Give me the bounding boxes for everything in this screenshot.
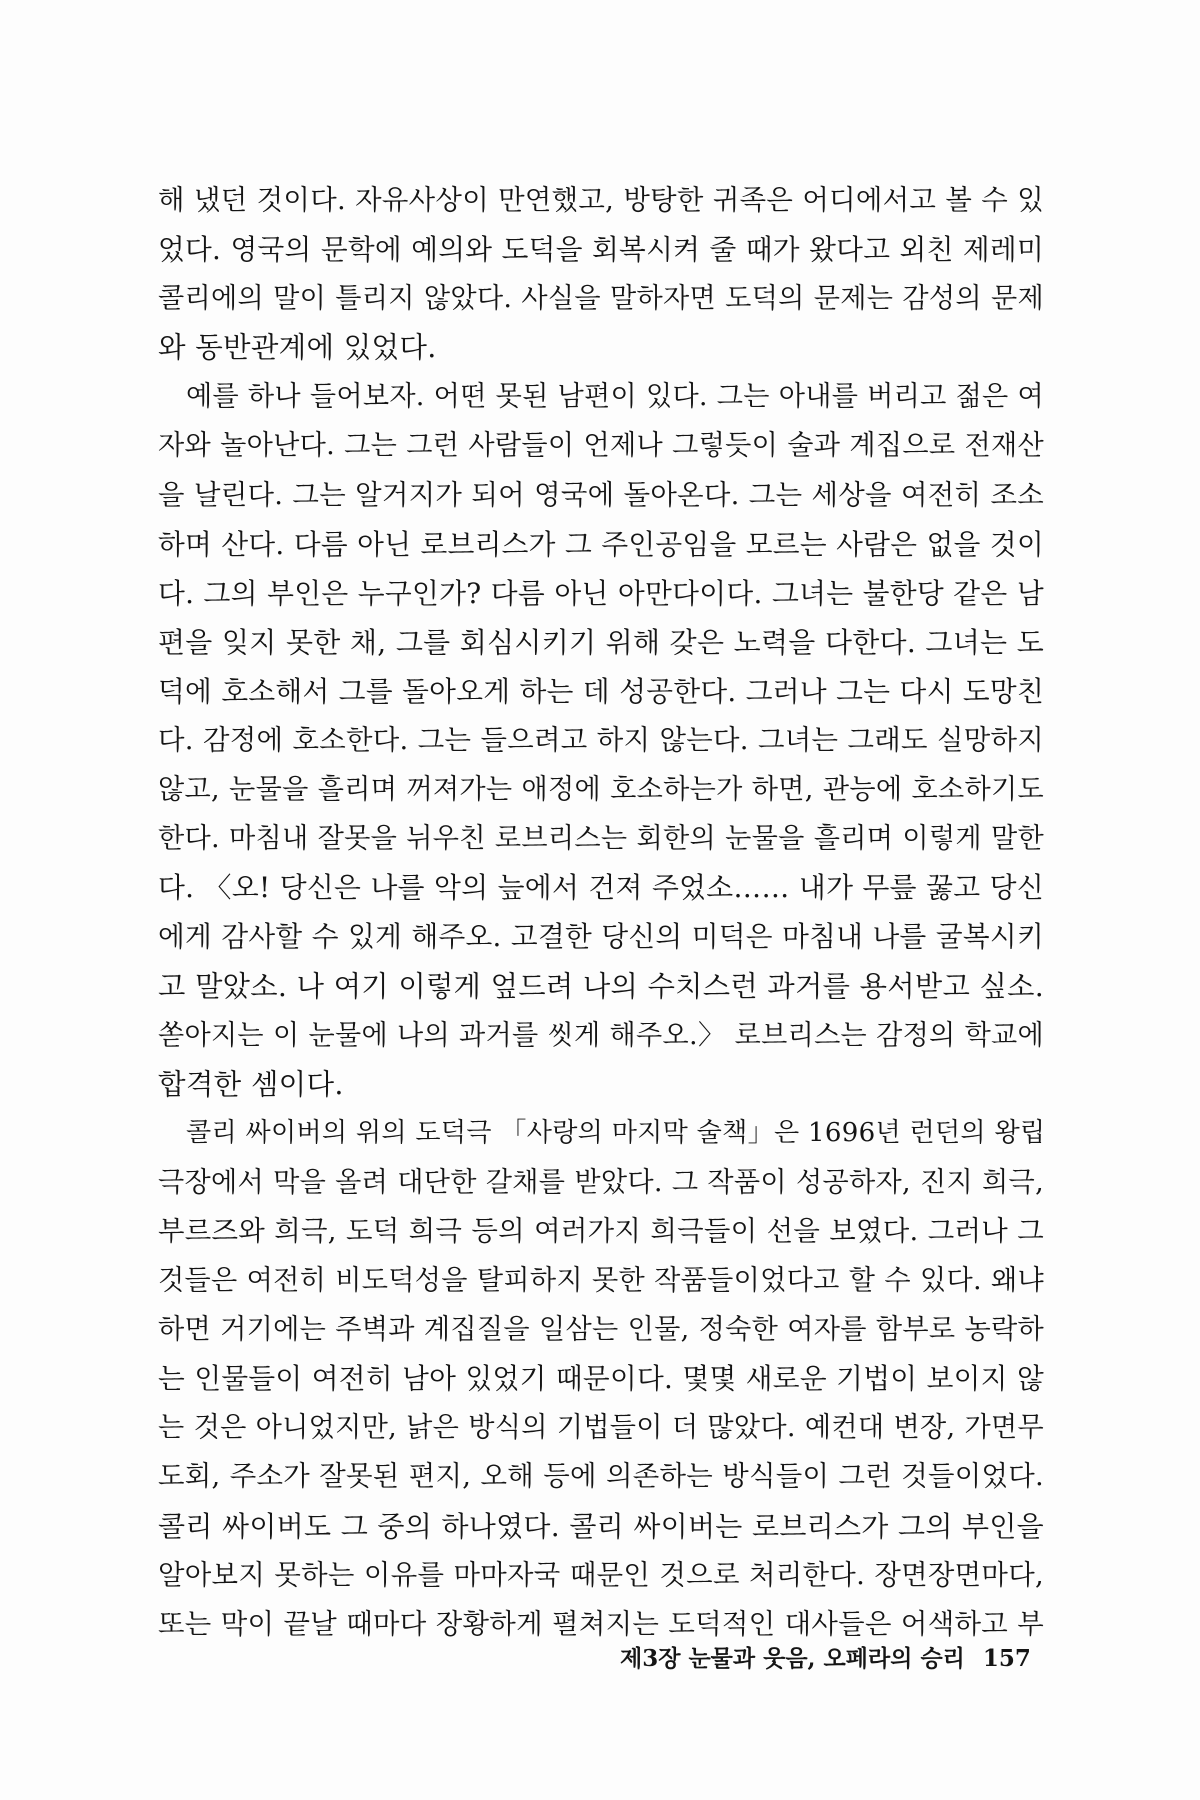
text-line: 다. 감정에 호소한다. 그는 들으려고 하지 않는다. 그녀는 그래도 실망하지 [158,725,1044,757]
text-line: 합격한 셈이다. [158,1067,344,1101]
page-footer [620,1640,1031,1680]
text-line: 다. 〈오! 당신은 나를 악의 늪에서 건져 주었소…… 내가 무릎 꿇고 당신 [158,871,1044,905]
text-line: 도회, 주소가 잘못된 편지, 오해 등에 의존하는 방식들이 그런 것들이었다. [158,1461,1044,1493]
text-line: 는 인물들이 여전히 남아 있었기 때문이다. 몇몇 새로운 기법이 보이지 않 [158,1362,1044,1396]
text-line: 고 말았소. 나 여기 이렇게 엎드려 나의 수치스런 과거를 용서받고 싶소. [158,969,1044,1003]
text-line: 다. 그의 부인은 누구인가? 다름 아닌 아만다이다. 그녀는 불한당 같은 남 [158,576,1044,610]
text-line: 해 냈던 것이다. 자유사상이 만연했고, 방탕한 귀족은 어디에서고 볼 수 있 [158,185,1044,216]
text-line: 에게 감사할 수 있게 해주오. 고결한 당신의 미덕은 마침내 나를 굴복시키 [158,920,1044,954]
text-line: 않고, 눈물을 흘리며 꺼져가는 애정에 호소하는가 하면, 관능에 호소하기도 [158,774,1044,806]
paragraph-2 [158,372,1044,1108]
text-line: 것들은 여전히 비도덕성을 탈피하지 못한 작품들이었다고 할 수 있다. 왜냐 [158,1265,1044,1297]
text-line: 한다. 마침내 잘못을 뉘우친 로브리스는 회한의 눈물을 흘리며 이렇게 말한 [158,823,1044,855]
page-number: 157 [982,1645,1031,1672]
text-line: 극장에서 막을 올려 대단한 갈채를 받았다. 그 작품이 성공하자, 진지 희극, [158,1166,1044,1198]
text-line: 하면 거기에는 주벽과 계집질을 일삼는 인물, 정숙한 여자를 함부로 농락하 [158,1314,1044,1346]
text-line: 콜리 싸이버도 그 중의 하나였다. 콜리 싸이버는 로브리스가 그의 부인을 [158,1509,1044,1543]
text-line: 는 것은 아니었지만, 낡은 방식의 기법들이 더 많았다. 예컨대 변장, 가면무 [158,1412,1044,1444]
text-line: 편을 잊지 못한 채, 그를 회심시키기 위해 갖은 노력을 다한다. 그녀는 도 [158,625,1044,659]
text-line: 었다. 영국의 문학에 예의와 도덕을 회복시켜 줄 때가 왔다고 외친 제레미 [158,233,1044,267]
text-line: 부르즈와 희극, 도덕 희극 등의 여러가지 희극들이 선을 보였다. 그러나 그 [158,1215,1044,1247]
text-line: 덕에 호소해서 그를 돌아오게 하는 데 성공한다. 그러나 그는 다시 도망친 [158,674,1044,708]
text-line: 쏟아지는 이 눈물에 나의 과거를 씻게 해주오.〉 로브리스는 감정의 학교에 [158,1019,1044,1051]
body-text [158,176,1044,1649]
text-line: 을 날린다. 그는 알거지가 되어 영국에 돌아온다. 그는 세상을 여전히 조소 [158,479,1044,511]
text-line: 콜리 싸이버의 위의 도덕극 「사랑의 마지막 술책」은 1696년 런던의 왕립 [186,1117,1046,1148]
text-line: 하며 산다. 다름 아닌 로브리스가 그 주인공임을 모르는 사람은 없을 것이 [158,527,1044,561]
text-line: 자와 놀아난다. 그는 그런 사람들이 언제나 그렇듯이 술과 계집으로 전재산 [158,430,1044,462]
text-line: 예를 하나 들어보자. 어떤 못된 남편이 있다. 그는 아내를 버리고 젊은 여 [186,381,1044,413]
text-line: 또는 막이 끝날 때마다 장황하게 펼쳐지는 도덕적인 대사들은 어색하고 부 [158,1608,1044,1640]
paragraph-3 [158,1109,1044,1649]
text-line: 알아보지 못하는 이유를 마마자국 때문인 것으로 처리한다. 장면장면마다, [158,1559,1044,1591]
paragraph-1 [158,176,1044,372]
text-line: 콜리에의 말이 틀리지 않았다. 사실을 말하자면 도덕의 문제는 감성의 문제 [158,283,1044,315]
running-head: 제3장 눈물과 웃음, 오페라의 승리 [620,1645,965,1672]
text-line: 와 동반관계에 있었다. [158,331,437,365]
